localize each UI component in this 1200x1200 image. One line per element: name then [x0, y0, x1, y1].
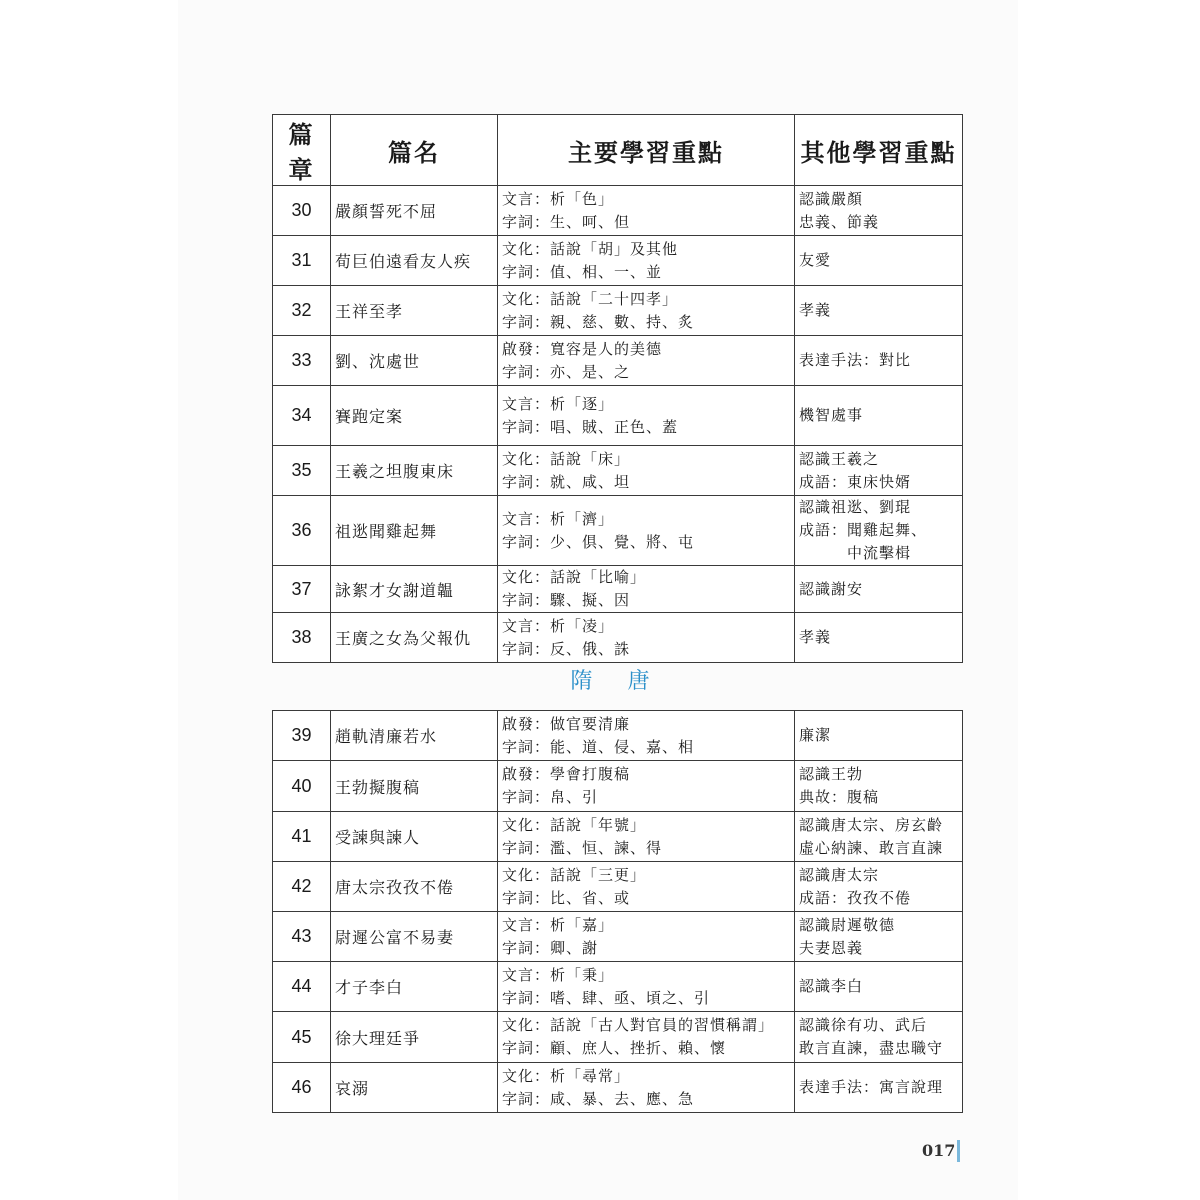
other-focus-line: 認識唐太宗、房玄齡	[799, 815, 944, 834]
table-row	[273, 236, 963, 286]
main-focus-cell	[498, 862, 795, 912]
main-focus-line: 文化：話說「三更」	[502, 865, 647, 884]
main-focus-line: 啟發：寬容是人的美德	[502, 339, 663, 358]
main-focus-cell	[498, 812, 795, 862]
table-row	[273, 336, 963, 386]
chapter-number: 33	[273, 336, 331, 386]
table-row	[273, 812, 963, 862]
other-focus-line: 認識祖逖、劉琨	[799, 498, 912, 516]
table-row	[273, 912, 963, 962]
table-row	[273, 446, 963, 496]
chapter-title: 王羲之坦腹東床	[331, 446, 498, 496]
chapter-number: 40	[273, 761, 331, 812]
header-title: 篇名	[331, 115, 498, 186]
main-focus-line: 文化：話說「古人對官員的習慣稱謂」	[502, 1016, 775, 1034]
chapter-number: 44	[273, 962, 331, 1012]
table-row	[273, 566, 963, 613]
chapter-title: 趙軌清廉若水	[331, 711, 498, 761]
main-focus-line: 字詞：少、俱、覺、將、屯	[502, 532, 695, 551]
other-focus-cell	[795, 386, 963, 446]
other-focus-line: 忠義、節義	[799, 212, 880, 231]
header-chapter: 篇章	[273, 115, 331, 186]
chapter-number: 39	[273, 711, 331, 761]
main-focus-line: 文化：析「尋常」	[502, 1066, 631, 1085]
other-focus-line: 機智處事	[799, 406, 864, 424]
chapter-title: 哀溺	[331, 1063, 498, 1113]
other-focus-line: 認識李白	[799, 977, 864, 995]
main-focus-line: 字詞：顧、庶人、挫折、賴、懷	[502, 1039, 727, 1057]
other-focus-cell	[795, 711, 963, 761]
other-focus-cell	[795, 236, 963, 286]
main-focus-line: 啟發：做官要清廉	[502, 714, 631, 733]
chapter-title: 受諫與諫人	[331, 812, 498, 862]
other-focus-cell	[795, 1063, 963, 1113]
other-focus-cell	[795, 446, 963, 496]
chapter-number: 42	[273, 862, 331, 912]
chapter-number: 37	[273, 566, 331, 613]
main-focus-line: 文化：話說「床」	[502, 449, 631, 468]
table-row	[273, 496, 963, 566]
chapter-number: 45	[273, 1012, 331, 1063]
other-focus-cell	[795, 962, 963, 1012]
other-focus-line: 虛心納諫、敢言直諫	[799, 838, 944, 857]
other-focus-cell	[795, 566, 963, 613]
chapter-number: 35	[273, 446, 331, 496]
main-focus-line: 文化：話說「年號」	[502, 815, 647, 834]
main-focus-cell	[498, 286, 795, 336]
main-focus-line: 字詞：能、道、侵、嘉、相	[502, 737, 695, 756]
chapter-table-2	[272, 710, 963, 1113]
chapter-title: 才子李白	[331, 962, 498, 1012]
other-focus-line: 敢言直諫，盡忠職守	[799, 1039, 944, 1057]
main-focus-line: 文化：話說「二十四孝」	[502, 289, 679, 308]
other-focus-line: 成語：東床快婿	[799, 472, 912, 491]
other-focus-cell	[795, 812, 963, 862]
chapter-title: 嚴顏誓死不屈	[331, 186, 498, 236]
main-focus-cell	[498, 1012, 795, 1063]
main-focus-line: 字詞：反、俄、誅	[502, 639, 631, 658]
chapter-number: 46	[273, 1063, 331, 1113]
table-row	[273, 711, 963, 761]
main-focus-line: 字詞：咸、暴、去、應、急	[502, 1089, 695, 1108]
main-focus-line: 字詞：卿、謝	[502, 938, 599, 957]
main-focus-cell	[498, 386, 795, 446]
section-title: 隋 唐	[570, 669, 664, 694]
main-focus-cell	[498, 613, 795, 663]
header-main-focus: 主要學習重點	[498, 115, 795, 186]
main-focus-line: 字詞：唱、賊、正色、蓋	[502, 417, 679, 436]
chapter-title: 王廣之女為父報仇	[331, 613, 498, 663]
main-focus-line: 字詞：親、慈、數、持、炙	[502, 312, 695, 331]
other-focus-cell	[795, 286, 963, 336]
other-focus-line: 廉潔	[799, 726, 832, 744]
main-focus-line: 文言：析「濟」	[502, 509, 615, 528]
other-focus-cell	[795, 1012, 963, 1063]
main-focus-line: 啟發：學會打腹稿	[502, 765, 631, 783]
chapter-title: 王勃擬腹稿	[331, 761, 498, 812]
other-focus-line: 認識嚴顏	[799, 189, 864, 208]
other-focus-cell	[795, 496, 963, 566]
page-number-bar	[957, 1140, 960, 1162]
other-focus-line: 認識徐有功、武后	[799, 1016, 928, 1034]
table-row	[273, 962, 963, 1012]
main-focus-line: 文化：話說「胡」及其他	[502, 239, 679, 258]
chapter-title: 荀巨伯遠看友人疾	[331, 236, 498, 286]
main-focus-cell	[498, 962, 795, 1012]
table-row	[273, 613, 963, 663]
other-focus-line: 夫妻恩義	[799, 938, 864, 957]
main-focus-line: 字詞：值、相、一、並	[502, 262, 663, 281]
other-focus-line: 認識尉遲敬德	[799, 915, 896, 934]
main-focus-line: 字詞：生、呵、但	[502, 212, 631, 231]
chapter-title: 徐大理廷爭	[331, 1012, 498, 1063]
main-focus-cell	[498, 496, 795, 566]
main-focus-cell	[498, 711, 795, 761]
other-focus-line: 認識謝安	[799, 579, 864, 598]
chapter-title: 祖逖聞雞起舞	[331, 496, 498, 566]
header-other-focus: 其他學習重點	[795, 115, 963, 186]
chapter-number: 38	[273, 613, 331, 663]
other-focus-line: 成語：孜孜不倦	[799, 888, 912, 907]
chapter-title: 唐太宗孜孜不倦	[331, 862, 498, 912]
other-focus-line: 孝義	[799, 628, 832, 646]
chapter-number: 31	[273, 236, 331, 286]
other-focus-line: 孝義	[799, 301, 832, 319]
main-focus-cell	[498, 912, 795, 962]
table-row	[273, 186, 963, 236]
table-row	[273, 1012, 963, 1063]
other-focus-line: 典故：腹稿	[799, 788, 880, 806]
table-row	[273, 286, 963, 336]
main-focus-line: 文言：析「嘉」	[502, 915, 615, 934]
other-focus-cell	[795, 613, 963, 663]
page-number: 017	[922, 1141, 956, 1160]
main-focus-line: 文言：析「秉」	[502, 965, 615, 984]
main-focus-cell	[498, 566, 795, 613]
other-focus-cell	[795, 912, 963, 962]
main-focus-cell	[498, 336, 795, 386]
other-focus-line: 中流擊楫	[799, 544, 912, 562]
main-focus-line: 字詞：嗜、肆、亟、頃之、引	[502, 988, 711, 1007]
other-focus-cell	[795, 761, 963, 812]
main-focus-line: 字詞：就、咸、坦	[502, 472, 631, 491]
other-focus-line: 認識王勃	[799, 765, 864, 783]
chapter-title: 王祥至孝	[331, 286, 498, 336]
main-focus-line: 文言：析「凌」	[502, 616, 615, 635]
main-focus-line: 文言：析「色」	[502, 189, 615, 208]
chapter-number: 34	[273, 386, 331, 446]
main-focus-cell	[498, 1063, 795, 1113]
other-focus-line: 成語：聞雞起舞、	[799, 521, 928, 539]
main-focus-cell	[498, 446, 795, 496]
chapter-number: 30	[273, 186, 331, 236]
table-row	[273, 1063, 963, 1113]
main-focus-line: 文言：析「逐」	[502, 394, 615, 413]
other-focus-line: 認識唐太宗	[799, 865, 880, 884]
main-focus-line: 字詞：亦、是、之	[502, 362, 631, 381]
other-focus-cell	[795, 862, 963, 912]
main-focus-line: 字詞：比、省、或	[502, 888, 631, 907]
main-focus-line: 字詞：濫、恒、諫、得	[502, 838, 663, 857]
main-focus-cell	[498, 761, 795, 812]
chapter-title: 劉、沈處世	[331, 336, 498, 386]
chapter-title: 賽跑定案	[331, 386, 498, 446]
main-focus-line: 文化：話說「比喻」	[502, 568, 647, 586]
chapter-number: 36	[273, 496, 331, 566]
main-focus-cell	[498, 186, 795, 236]
other-focus-line: 表達手法：寓言說理	[799, 1078, 944, 1096]
main-focus-line: 字詞：帛、引	[502, 788, 599, 806]
other-focus-line: 友愛	[799, 251, 832, 269]
table-row	[273, 386, 963, 446]
other-focus-cell	[795, 186, 963, 236]
main-focus-cell	[498, 236, 795, 286]
main-focus-line: 字詞：驟、擬、因	[502, 591, 631, 609]
table-row	[273, 862, 963, 912]
table-row	[273, 761, 963, 812]
chapter-title: 詠絮才女謝道韞	[331, 566, 498, 613]
chapter-number: 43	[273, 912, 331, 962]
chapter-table-1	[272, 114, 963, 663]
chapter-number: 41	[273, 812, 331, 862]
chapter-number: 32	[273, 286, 331, 336]
other-focus-cell	[795, 336, 963, 386]
chapter-title: 尉遲公富不易妻	[331, 912, 498, 962]
other-focus-line: 表達手法：對比	[799, 351, 912, 369]
other-focus-line: 認識王羲之	[799, 449, 880, 468]
table-header-row	[273, 115, 963, 186]
